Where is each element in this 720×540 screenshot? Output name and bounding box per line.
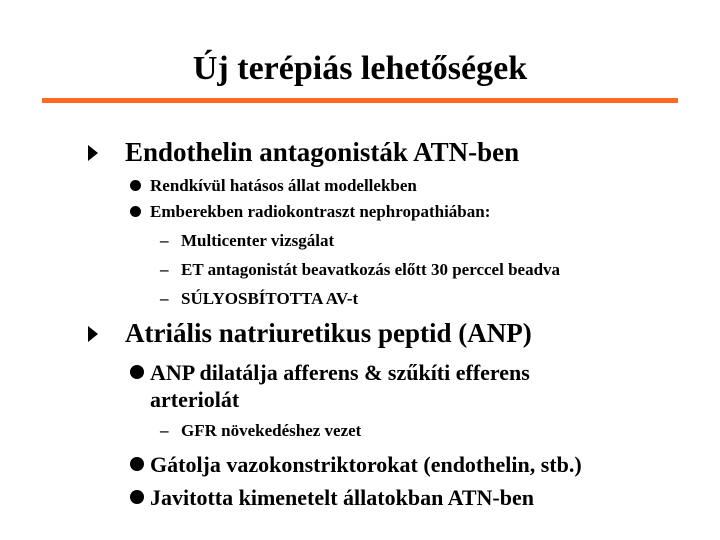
sub-bullet-text: SÚLYOSBÍTOTTA AV-t: [181, 289, 359, 308]
bullet-text: Gátolja vazokonstriktorokat (endothelin, stb.): [150, 452, 582, 477]
arrow-bullet-icon: [88, 326, 98, 342]
bullet-dot-icon: [130, 180, 141, 191]
bullet-text: Rendkívül hatásos állat modellekben: [150, 176, 417, 195]
dash-bullet-icon: –: [160, 421, 169, 440]
bullet-text: Javitotta kimenetelt állatokban ATN-ben: [150, 485, 534, 510]
dash-bullet-icon: –: [160, 289, 169, 308]
section-heading-text: Endothelin antagonisták ATN-ben: [125, 137, 520, 167]
bullet-dot-icon: [130, 457, 144, 471]
dash-bullet-icon: –: [160, 231, 169, 250]
bullet-dot-icon: [130, 206, 141, 217]
bullet-dot-icon: [130, 365, 144, 379]
sub-bullet-text: GFR növekedéshez vezet: [181, 421, 362, 440]
sub-bullet-text: Multicenter vizsgálat: [181, 231, 335, 250]
sub-bullet-text: ET antagonistát beavatkozás előtt 30 perccel beadva: [181, 260, 561, 279]
bullet-text: arteriolát: [150, 387, 240, 412]
arrow-bullet-icon: [88, 145, 98, 161]
dash-bullet-icon: –: [160, 260, 169, 279]
bullet-dot-icon: [130, 490, 144, 504]
title-divider: [42, 98, 678, 103]
bullet-text: Emberekben radiokontraszt nephropathiában:: [150, 202, 491, 221]
slide-title: Új terépiás lehetőségek: [192, 50, 528, 87]
bullet-text: ANP dilatálja afferens & szűkíti efferens: [150, 360, 530, 385]
section-heading-text: Atriális natriuretikus peptid (ANP): [125, 318, 532, 348]
